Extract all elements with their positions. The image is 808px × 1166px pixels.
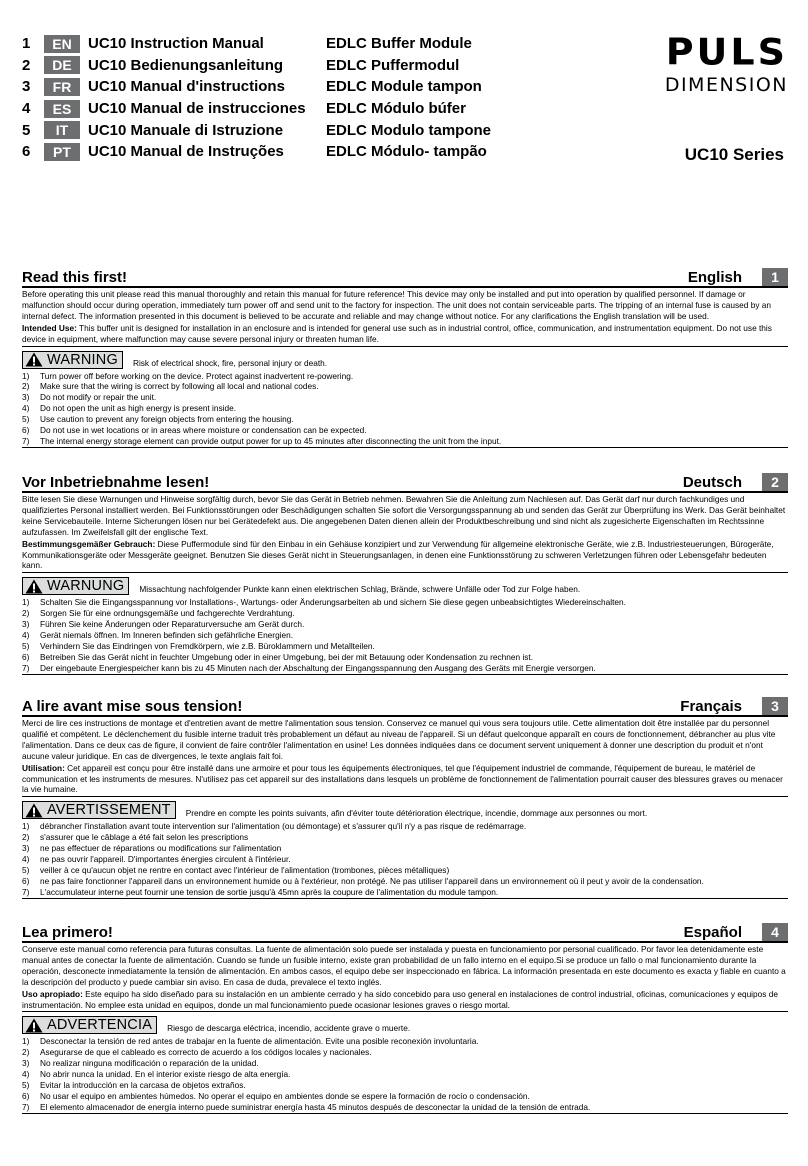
safety-section bbox=[22, 923, 788, 1114]
warning-text: Risk of electrical shock, fire, personal injury or death. bbox=[132, 357, 328, 368]
warning-badge bbox=[22, 577, 129, 595]
warning-label: AVERTISSEMENT bbox=[47, 802, 171, 819]
section-header bbox=[22, 697, 788, 715]
item-number: 7) bbox=[22, 436, 30, 447]
section-body bbox=[22, 491, 788, 675]
warning-label: WARNUNG bbox=[47, 578, 125, 595]
item-number: 5) bbox=[22, 1080, 30, 1091]
instruction-list bbox=[22, 819, 788, 898]
intended-use-paragraph bbox=[22, 988, 788, 1011]
instruction-item bbox=[22, 597, 788, 608]
product-name: EDLC Module tampon bbox=[326, 78, 482, 96]
product-name: EDLC Buffer Module bbox=[326, 35, 472, 53]
item-text: The internal energy storage element can provide output power for up to 45 minutes after disconnecting the unit from the input. bbox=[40, 436, 502, 447]
item-number: 1) bbox=[22, 1036, 30, 1047]
item-text: Desconectar la tensión de red antes de trabajar en la fuente de alimentación. Evite una posible reconexión involuntaria. bbox=[40, 1036, 479, 1047]
item-text: Do not open the unit as high energy is present inside. bbox=[40, 403, 237, 414]
instruction-item bbox=[22, 887, 788, 898]
warning-label: ADVERTENCIA bbox=[47, 1017, 153, 1034]
item-text: Do not use in wet locations or in areas where moisture or condensation can be expected. bbox=[40, 425, 367, 436]
instruction-item bbox=[22, 1102, 788, 1113]
item-number: 3) bbox=[22, 392, 30, 403]
item-number: 3) bbox=[22, 1058, 30, 1069]
series-title: UC10 Series bbox=[684, 145, 784, 164]
section-header bbox=[22, 473, 788, 491]
item-number: 5) bbox=[22, 865, 30, 876]
item-number: 4) bbox=[22, 1069, 30, 1080]
item-text: El elemento almacenador de energía interno puede suministrar energía hasta 45 minutos después de desconectar la unidad de la tensión de entrada. bbox=[40, 1102, 591, 1113]
manual-title: UC10 Bedienungsanleitung bbox=[88, 56, 284, 74]
puls-dimension-logo bbox=[628, 32, 788, 96]
language-row bbox=[22, 141, 491, 163]
item-text: No realizar ninguna modificación o reparación de la unidad. bbox=[40, 1058, 259, 1069]
item-number: 1) bbox=[22, 821, 30, 832]
item-text: Schalten Sie die Eingangsspannung vor Installations-, Wartungs- oder Änderungsarbeiten ab und sichern Sie diese gegen unbeabsichtigtes Wiedereinschalten. bbox=[40, 597, 626, 608]
warning-text: Prendre en compte les points suivants, afin d'éviter toute détérioration électrique, incendie, dommage aux personnes ou mort. bbox=[185, 808, 648, 819]
warning-text: Riesgo de descarga eléctrica, incendio, accidente grave o muerte. bbox=[167, 1023, 411, 1034]
intended-use-label: Utilisation: bbox=[22, 762, 65, 773]
language-code-badge: PT bbox=[44, 143, 80, 161]
language-number: 1 bbox=[22, 35, 31, 53]
section-body bbox=[22, 286, 788, 448]
instruction-list bbox=[22, 595, 788, 674]
item-number: 2) bbox=[22, 608, 30, 619]
intro-paragraph: Before operating this unit please read this manual thoroughly and retain this manual for future reference! This device may only be installed and put into operation by qualified personnel. If damage or malfunction should occur during operation, immediately turn power off and send unit to the factory for inspection. The unit does not contain serviceable parts. The tripping of an internal fuse is caused by an internal defect. The information presented in this document is believed to be accurate and reliable and may change without notice. For any clarifications the English translation will be used. bbox=[22, 289, 772, 321]
instruction-item bbox=[22, 832, 788, 843]
section-intro bbox=[22, 717, 788, 797]
manual-title: UC10 Manuale di Istruzione bbox=[88, 121, 284, 139]
item-text: ne pas effectuer de réparations ou modifications sur l'alimentation bbox=[40, 843, 282, 854]
manual-title: UC10 Manual d'instructions bbox=[88, 78, 285, 96]
language-row bbox=[22, 98, 491, 120]
instruction-item bbox=[22, 1080, 788, 1091]
item-text: No usar el equipo en ambientes húmedos. No operar el equipo en ambientes donde se espere la formación de rocío o condensación. bbox=[40, 1091, 530, 1102]
intro-paragraph: Conserve este manual como referencia para futuras consultas. La fuente de alimentación solo puede ser instalada y puesta en funcionamiento por personal cualificado. Por favor lea detenidamente este manual antes de conectar la fuente de alimentación. Cuando se funde un fusible interno, existe gran probabilidad de un fallo interno en el equipo.Si se produce un fallo o mal funcionamiento durante la operación, desconecte inmediatamente la tensión de alimentación. En ambos casos, el equipo debe ser inspeccionado en fábrica. La información presentada en este documento es exacta y fiable en cuanto a la descripción del producto y puede cambiar sin aviso. En casa de duda, prevalece el texto inglés. bbox=[22, 944, 786, 987]
intended-use-paragraph bbox=[22, 762, 788, 796]
instruction-item bbox=[22, 876, 788, 887]
instruction-item bbox=[22, 1036, 788, 1047]
item-number: 6) bbox=[22, 652, 30, 663]
item-text: ne pas ouvrir l'appareil. D'importantes énergies circulent à l'intérieur. bbox=[40, 854, 291, 865]
language-number: 5 bbox=[22, 121, 31, 139]
language-code-badge: EN bbox=[44, 35, 80, 53]
section-number-badge: 3 bbox=[762, 697, 788, 715]
product-name: EDLC Puffermodul bbox=[326, 56, 460, 74]
intended-use-text: This buffer unit is designed for installation in an enclosure and is intended for general use such as in industrial control, office, communication, and instrumentation equipment. Do not use this device in equipment, where malfunction may cause severe personal injury or threaten human life. bbox=[22, 322, 772, 344]
warning-row bbox=[22, 797, 788, 819]
instruction-item bbox=[22, 865, 788, 876]
warning-row bbox=[22, 573, 788, 595]
item-number: 3) bbox=[22, 843, 30, 854]
item-number: 7) bbox=[22, 1102, 30, 1113]
item-number: 4) bbox=[22, 403, 30, 414]
item-text: Evitar la introducción en la carcasa de objetos extraños. bbox=[40, 1080, 246, 1091]
intended-use-text: Diese Puffermodule sind für den Einbau in ein Gehäuse konzipiert und zur Verwendung für allgemeine elektronische Geräte, wie z.B. Industriesteuerungen, Bürogeräte, Kommunikationsgeräte oder Messgeräte geeignet. Benutzen Sie dieses Gerät nicht in Steuerungsanlagen, in denen eine Funktionsstörung zu schweren Verletzungen führen oder Lebensgefahr bedeuten kann. bbox=[22, 538, 774, 571]
item-text: Make sure that the wiring is correct by following all local and national codes. bbox=[40, 381, 319, 392]
instruction-item bbox=[22, 630, 788, 641]
item-text: Turn power off before working on the device. Protect against inadvertent re-powering. bbox=[40, 370, 354, 381]
item-number: 6) bbox=[22, 876, 30, 887]
instruction-item bbox=[22, 1047, 788, 1058]
section-number-badge: 4 bbox=[762, 923, 788, 941]
item-number: 1) bbox=[22, 597, 30, 608]
instruction-item bbox=[22, 843, 788, 854]
section-body bbox=[22, 941, 788, 1114]
warning-badge bbox=[22, 1016, 157, 1034]
language-number: 6 bbox=[22, 143, 31, 161]
item-number: 4) bbox=[22, 854, 30, 865]
item-number: 2) bbox=[22, 1047, 30, 1058]
intended-use-text: Este equipo ha sido diseñado para su instalación en un ambiente cerrado y ha sido concebido para uso general en instalaciones de control industrial, oficinas, comunicaciones y equipos de instrumentación. No emplee esta unidad en equipos, donde un mal funcionamiento puede ocasionar lesiones graves o riesgo mortal. bbox=[22, 988, 778, 1010]
item-number: 7) bbox=[22, 887, 30, 898]
instruction-list bbox=[22, 1034, 788, 1113]
instruction-item bbox=[22, 663, 788, 674]
item-number: 3) bbox=[22, 619, 30, 630]
section-intro bbox=[22, 493, 788, 573]
instruction-item bbox=[22, 414, 788, 425]
manual-title: UC10 Instruction Manual bbox=[88, 35, 264, 53]
intended-use-paragraph bbox=[22, 538, 788, 572]
language-code-badge: FR bbox=[44, 78, 80, 96]
language-code-badge: IT bbox=[44, 121, 80, 139]
instruction-item bbox=[22, 821, 788, 832]
section-language: Deutsch bbox=[682, 474, 742, 491]
safety-section bbox=[22, 697, 788, 899]
language-row bbox=[22, 55, 491, 77]
item-text: Gerät niemals öffnen. Im Inneren befinden sich gefährliche Energien. bbox=[40, 630, 294, 641]
safety-section bbox=[22, 268, 788, 448]
instruction-list bbox=[22, 369, 788, 448]
intended-use-label: Uso apropiado: bbox=[22, 988, 83, 999]
warning-badge bbox=[22, 351, 123, 369]
manual-title: UC10 Manual de instrucciones bbox=[88, 100, 306, 118]
instruction-item bbox=[22, 608, 788, 619]
item-text: Führen Sie keine Änderungen oder Reparaturversuche am Gerät durch. bbox=[40, 619, 305, 630]
item-text: débrancher l'installation avant toute intervention sur l'alimentation (ou démontage) et s'assurer qu'il n'y a pas risque de redémarrage. bbox=[40, 821, 527, 832]
instruction-item bbox=[22, 371, 788, 382]
logo-subtitle: DIMENSION bbox=[664, 74, 788, 96]
instruction-item bbox=[22, 1069, 788, 1080]
item-number: 6) bbox=[22, 1091, 30, 1102]
language-row bbox=[22, 119, 491, 141]
warning-triangle-icon bbox=[25, 1018, 43, 1033]
section-body bbox=[22, 715, 788, 899]
instruction-item bbox=[22, 1058, 788, 1069]
instruction-item bbox=[22, 436, 788, 447]
section-language: English bbox=[687, 269, 742, 286]
item-text: Do not modify or repair the unit. bbox=[40, 392, 157, 403]
language-row bbox=[22, 76, 491, 98]
language-row bbox=[22, 33, 491, 55]
section-title: Lea primero! bbox=[22, 924, 113, 941]
language-number: 4 bbox=[22, 100, 31, 118]
warning-triangle-icon bbox=[25, 803, 43, 818]
instruction-item bbox=[22, 1091, 788, 1102]
language-number: 2 bbox=[22, 56, 31, 74]
intended-use-label: Bestimmungsgemäßer Gebrauch: bbox=[22, 538, 156, 549]
item-text: Betreiben Sie das Gerät nicht in feuchter Umgebung oder in einer Umgebung, bei der mit Betauung oder Kondensation zu rechnen ist. bbox=[40, 652, 534, 663]
instruction-item bbox=[22, 392, 788, 403]
item-text: Verhindern Sie das Eindringen von Fremdkörpern, wie z.B. Büroklammern und Metallteilen. bbox=[40, 641, 375, 652]
instruction-item bbox=[22, 403, 788, 414]
warning-badge bbox=[22, 801, 176, 819]
language-code-badge: ES bbox=[44, 100, 80, 118]
section-number-badge: 1 bbox=[762, 268, 788, 286]
item-text: No abrir nunca la unidad. En el interior existe riesgo de alta energía. bbox=[40, 1069, 291, 1080]
section-language: Español bbox=[683, 924, 742, 941]
section-header bbox=[22, 923, 788, 941]
product-name: EDLC Módulo búfer bbox=[326, 100, 466, 118]
item-number: 7) bbox=[22, 663, 30, 674]
item-number: 5) bbox=[22, 414, 30, 425]
section-intro bbox=[22, 288, 788, 347]
item-number: 2) bbox=[22, 381, 30, 392]
item-text: L'accumulateur interne peut fournir une tension de sortie jusqu'à 45mn après la coupure de l'alimentation du module tampon. bbox=[40, 887, 499, 898]
item-text: ne pas faire fonctionner l'appareil dans un environnement humide ou à l'extérieur, non protégé. Ne pas utiliser l'appareil dans un environnement où il peut y avoir de la condensation. bbox=[40, 876, 704, 887]
item-text: Use caution to prevent any foreign objects from entering the housing. bbox=[40, 414, 294, 425]
warning-text: Missachtung nachfolgender Punkte kann einen elektrischen Schlag, Brände, schwere Unfälle oder Tod zur Folge haben. bbox=[139, 584, 581, 595]
language-number: 3 bbox=[22, 78, 31, 96]
safety-section bbox=[22, 473, 788, 675]
instruction-item bbox=[22, 619, 788, 630]
section-intro bbox=[22, 943, 788, 1012]
intended-use-paragraph bbox=[22, 322, 788, 345]
item-number: 6) bbox=[22, 425, 30, 436]
item-text: Sorgen Sie für eine ordnungsgemäße und fachgerechte Verdrahtung. bbox=[40, 608, 295, 619]
item-text: Der eingebaute Energiespeicher kann bis zu 45 Minuten nach der Abschaltung der Eingangsspannung den Ausgang des Geräts mit Energie versorgen. bbox=[40, 663, 596, 674]
item-number: 2) bbox=[22, 832, 30, 843]
instruction-item bbox=[22, 425, 788, 436]
section-header bbox=[22, 268, 788, 286]
warning-row bbox=[22, 347, 788, 369]
section-title: Vor Inbetriebnahme lesen! bbox=[22, 474, 210, 491]
logo-wordmark: PULS bbox=[665, 31, 788, 73]
warning-row bbox=[22, 1012, 788, 1034]
intended-use-label: Intended Use: bbox=[22, 322, 77, 333]
intro-paragraph: Bitte lesen Sie diese Warnungen und Hinweise sorgfältig durch, bevor Sie das Gerät in Betrieb nehmen. Bewahren Sie die Anleitung zum Nachlesen auf. Das Gerät darf nur durch fachkundiges und qualifiziertes Personal installiert werden. Bei Funktionsstörungen oder Beschädigungen schalten Sie sofort die Versorgungsspannung ab und senden das Gerät zur Überprüfung ins Werk. Das Gerät beinhaltet keine Servicebauteile. Interne Sicherungen lösen nur bei Gerätedefekt aus. Die angegebenen Daten dienen allein der Produktbeschreibung und sind nicht als zugesicherte Eigenschaften im Rechtssinne aufzufassen. Im Zweifelsfall gilt der englische Text. bbox=[22, 494, 786, 537]
section-number-badge: 2 bbox=[762, 473, 788, 491]
instruction-item bbox=[22, 652, 788, 663]
item-number: 5) bbox=[22, 641, 30, 652]
manual-title: UC10 Manual de Instruções bbox=[88, 143, 284, 161]
instruction-item bbox=[22, 854, 788, 865]
warning-triangle-icon bbox=[25, 579, 43, 594]
section-title: A lire avant mise sous tension! bbox=[22, 698, 243, 715]
item-number: 4) bbox=[22, 630, 30, 641]
warning-label: WARNING bbox=[47, 351, 118, 368]
warning-triangle-icon bbox=[25, 352, 43, 367]
item-text: Asegurarse de que el cableado es correcto de acuerdo a los códigos locales y nacionales. bbox=[40, 1047, 372, 1058]
section-language: Français bbox=[680, 698, 742, 715]
instruction-item bbox=[22, 381, 788, 392]
language-code-badge: DE bbox=[44, 56, 80, 74]
item-text: veiller à ce qu'aucun objet ne rentre en contact avec l'intérieur de l'alimentation (trombones, pièces métalliques) bbox=[40, 865, 450, 876]
product-name: EDLC Modulo tampone bbox=[326, 121, 491, 139]
section-title: Read this first! bbox=[22, 269, 128, 286]
item-text: s'assurer que le câblage a été fait selon les prescriptions bbox=[40, 832, 249, 843]
item-number: 1) bbox=[22, 370, 30, 381]
language-index bbox=[22, 33, 491, 163]
intended-use-text: Cet appareil est conçu pour être installé dans une armoire et pour tous les équipements électroniques, tel que l'équipement industriel de commande, l'équipement de bureau, le matériel de communication et les instruments de mesures. N'utilisez pas cet appareil sur des installations dans lesquels un problème de fonctionnement de l'alimentation pourrait causer des blessures graves ou menacer la vie humaine. bbox=[22, 762, 783, 795]
product-name: EDLC Módulo- tampão bbox=[326, 143, 487, 161]
intro-paragraph: Merci de lire ces instructions de montage et d'entretien avant de mettre l'alimentation sous tension. Conservez ce manuel qui vous sera toujours utile. Cette alimentation doit être installée par du personnel qualifié et compétent. Le déclenchement du fusible interne traduit très probablement un défaut au niveau de l'appareil. Si un défaut quelconque apparaît en cours de fonctionnement, débrancher au plus vite l'alimentation. Dans ce deux cas de figure, il convient de faire contrôler l'alimentation en usine! Les données indiquées dans ce document servent uniquement à donner une description du produit et n'ont aucune valeur juridique. En cas de divergences, le texte anglais fait foi. bbox=[22, 718, 776, 761]
instruction-item bbox=[22, 641, 788, 652]
